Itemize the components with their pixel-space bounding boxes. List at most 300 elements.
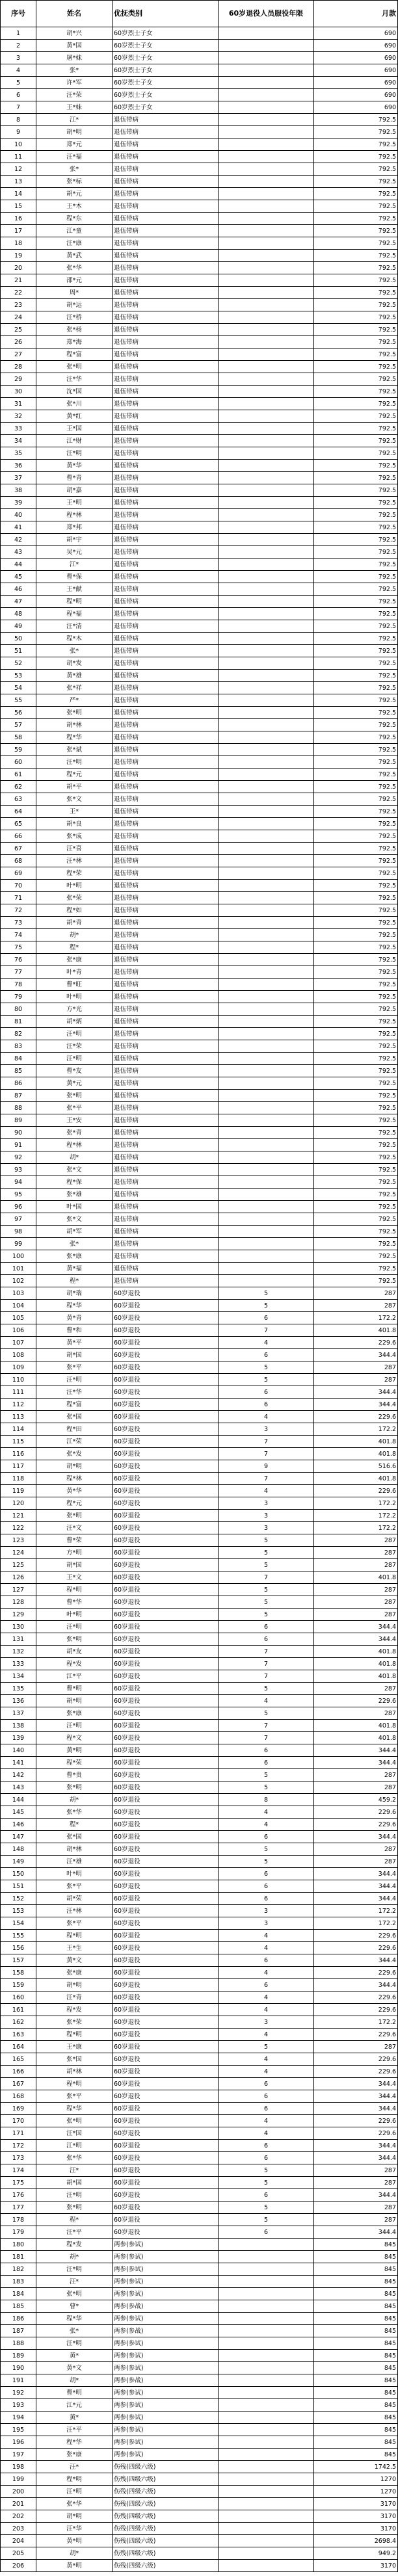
table-row	[1, 225, 398, 237]
cell-name: 胡*林	[36, 2066, 113, 2078]
cell-category: 60岁烈士子女	[113, 77, 219, 89]
cell-category: 两参(参试)	[113, 2239, 219, 2251]
cell-index: 124	[1, 1547, 36, 1559]
table-row	[1, 2523, 398, 2535]
cell-monthly-amount: 287	[314, 1596, 398, 1609]
cell-monthly-amount: 287	[314, 2214, 398, 2226]
table-row	[1, 2239, 398, 2251]
cell-category: 60岁退役	[113, 1868, 219, 1880]
cell-monthly-amount: 792.5	[314, 534, 398, 546]
cell-category: 60岁退役	[113, 1349, 219, 1361]
cell-category: 退伍带病	[113, 670, 219, 682]
cell-category: 退伍带病	[113, 138, 219, 151]
cell-index: 150	[1, 1868, 36, 1880]
cell-monthly-amount: 287	[314, 1300, 398, 1312]
cell-name: 吴*元	[36, 546, 113, 559]
cell-name: 黄*华	[36, 1485, 113, 1497]
cell-index: 93	[1, 1164, 36, 1176]
cell-category: 60岁退役	[113, 1781, 219, 1794]
cell-category: 60岁退役	[113, 1707, 219, 1720]
table-row	[1, 781, 398, 793]
cell-category: 退伍带病	[113, 509, 219, 521]
cell-monthly-amount: 845	[314, 2424, 398, 2436]
cell-service-years	[219, 1201, 314, 1213]
table-row	[1, 2189, 398, 2201]
cell-name: 胡*林	[36, 719, 113, 731]
cell-index: 179	[1, 2226, 36, 2239]
cell-service-years	[219, 151, 314, 163]
cell-name: 胡*青	[36, 917, 113, 929]
cell-name: 胡*友	[36, 1646, 113, 1658]
cell-name: 胡*	[36, 929, 113, 941]
cell-service-years	[219, 200, 314, 213]
table-row	[1, 2251, 398, 2263]
cell-index: 30	[1, 386, 36, 398]
cell-index: 155	[1, 1930, 36, 1942]
cell-service-years: 5	[219, 1707, 314, 1720]
cell-index: 1	[1, 27, 36, 40]
cell-service-years	[219, 1139, 314, 1151]
cell-name: 张*明	[36, 707, 113, 719]
cell-index: 156	[1, 1942, 36, 1954]
table-row	[1, 979, 398, 991]
cell-service-years: 6	[219, 2152, 314, 2164]
cell-category: 退伍带病	[113, 744, 219, 756]
table-row	[1, 2412, 398, 2424]
cell-monthly-amount: 792.5	[314, 1139, 398, 1151]
cell-service-years	[219, 472, 314, 484]
cell-monthly-amount: 287	[314, 1707, 398, 1720]
cell-index: 107	[1, 1337, 36, 1349]
cell-index: 189	[1, 2350, 36, 2362]
cell-index: 137	[1, 1707, 36, 1720]
cell-index: 26	[1, 336, 36, 348]
cell-service-years	[219, 274, 314, 287]
cell-index: 20	[1, 262, 36, 274]
cell-name: 汪*	[36, 2276, 113, 2288]
cell-name: 汪*	[36, 2461, 113, 2473]
cell-name: 汪*文	[36, 1522, 113, 1534]
cell-index: 47	[1, 596, 36, 608]
cell-index: 97	[1, 1213, 36, 1226]
table-row	[1, 1559, 398, 1571]
cell-index: 87	[1, 1090, 36, 1102]
cell-monthly-amount: 287	[314, 1287, 398, 1300]
cell-index: 180	[1, 2239, 36, 2251]
cell-index: 114	[1, 1423, 36, 1436]
cell-name: 汪*国	[36, 2127, 113, 2140]
table-row	[1, 1954, 398, 1967]
cell-service-years: 7	[219, 1473, 314, 1485]
cell-name: 胡*军	[36, 1226, 113, 1238]
cell-monthly-amount: 845	[314, 2374, 398, 2387]
cell-service-years: 7	[219, 1658, 314, 1670]
cell-category: 退伍带病	[113, 521, 219, 534]
cell-category: 60岁退役	[113, 1893, 219, 1905]
cell-monthly-amount: 344.4	[314, 1744, 398, 1757]
cell-index: 120	[1, 1497, 36, 1510]
table-row	[1, 237, 398, 250]
cell-category: 60岁退役	[113, 2201, 219, 2214]
cell-category: 退伍带病	[113, 1102, 219, 1114]
cell-monthly-amount: 792.5	[314, 571, 398, 583]
cell-monthly-amount: 792.5	[314, 336, 398, 348]
table-row	[1, 348, 398, 361]
cell-monthly-amount: 792.5	[314, 1127, 398, 1139]
cell-category: 退伍带病	[113, 571, 219, 583]
cell-index: 153	[1, 1905, 36, 1917]
cell-service-years	[219, 348, 314, 361]
table-row	[1, 941, 398, 954]
cell-monthly-amount: 287	[314, 1361, 398, 1374]
cell-category: 退伍带病	[113, 756, 219, 769]
cell-monthly-amount: 344.4	[314, 2226, 398, 2239]
cell-index: 81	[1, 1016, 36, 1028]
cell-category: 退伍带病	[113, 979, 219, 991]
cell-name: 胡*	[36, 1151, 113, 1164]
cell-service-years	[219, 299, 314, 311]
table-row	[1, 2362, 398, 2374]
cell-service-years	[219, 1250, 314, 1263]
cell-monthly-amount: 3170	[314, 2498, 398, 2510]
header-index: 序号	[1, 1, 36, 27]
cell-name: 黄*	[36, 2412, 113, 2424]
cell-category: 退伍带病	[113, 398, 219, 410]
cell-name: 张*平	[36, 2090, 113, 2103]
cell-service-years	[219, 1003, 314, 1016]
cell-service-years	[219, 941, 314, 954]
cell-monthly-amount: 287	[314, 1534, 398, 1547]
cell-service-years	[219, 781, 314, 793]
cell-index: 4	[1, 64, 36, 77]
table-row	[1, 2226, 398, 2239]
table-row	[1, 1213, 398, 1226]
table-row	[1, 2029, 398, 2041]
table-row	[1, 77, 398, 89]
cell-monthly-amount: 845	[314, 2412, 398, 2424]
cell-monthly-amount: 792.5	[314, 274, 398, 287]
table-row	[1, 1571, 398, 1584]
table-row	[1, 521, 398, 534]
cell-name: 张*斌	[36, 744, 113, 756]
cell-service-years: 5	[219, 1584, 314, 1596]
cell-name: 程*发	[36, 1658, 113, 1670]
cell-monthly-amount: 792.5	[314, 287, 398, 299]
table-row	[1, 1670, 398, 1683]
cell-service-years	[219, 892, 314, 904]
cell-category: 退伍带病	[113, 929, 219, 941]
cell-service-years	[219, 435, 314, 447]
cell-index: 35	[1, 447, 36, 460]
cell-category: 退伍带病	[113, 806, 219, 818]
cell-name: 胡*国	[36, 1349, 113, 1361]
cell-service-years	[219, 484, 314, 497]
table-row	[1, 163, 398, 176]
table-row	[1, 2350, 398, 2362]
cell-name: 曹*友	[36, 1065, 113, 1077]
cell-category: 退伍带病	[113, 917, 219, 929]
cell-monthly-amount: 792.5	[314, 1102, 398, 1114]
cell-name: 江*荣	[36, 1436, 113, 1448]
cell-index: 28	[1, 361, 36, 373]
cell-name: 张*	[36, 1238, 113, 1250]
cell-monthly-amount: 792.5	[314, 311, 398, 324]
cell-index: 59	[1, 744, 36, 756]
table-row	[1, 954, 398, 966]
cell-index: 94	[1, 1176, 36, 1189]
cell-index: 142	[1, 1769, 36, 1781]
cell-index: 63	[1, 793, 36, 806]
cell-category: 退伍带病	[113, 1263, 219, 1275]
cell-index: 21	[1, 274, 36, 287]
cell-name: 王*献	[36, 583, 113, 596]
cell-index: 188	[1, 2337, 36, 2350]
cell-index: 31	[1, 398, 36, 410]
cell-index: 74	[1, 929, 36, 941]
cell-name: 王*康	[36, 2041, 113, 2053]
cell-name: 胡*宇	[36, 534, 113, 546]
table-row	[1, 2337, 398, 2350]
cell-monthly-amount: 792.5	[314, 1213, 398, 1226]
cell-index: 92	[1, 1151, 36, 1164]
cell-service-years: 5	[219, 1596, 314, 1609]
table-row	[1, 1633, 398, 1646]
cell-category: 退伍带病	[113, 311, 219, 324]
cell-index: 17	[1, 225, 36, 237]
cell-category: 退伍带病	[113, 1016, 219, 1028]
cell-name: 曹*贵	[36, 1769, 113, 1781]
table-row	[1, 1905, 398, 1917]
table-row	[1, 1102, 398, 1114]
table-row	[1, 830, 398, 843]
cell-category: 退伍带病	[113, 892, 219, 904]
cell-index: 128	[1, 1596, 36, 1609]
cell-monthly-amount: 792.5	[314, 1040, 398, 1053]
cell-category: 60岁退役	[113, 1300, 219, 1312]
cell-service-years	[219, 929, 314, 941]
cell-category: 退伍带病	[113, 1077, 219, 1090]
cell-category: 60岁退役	[113, 1806, 219, 1819]
cell-monthly-amount: 792.5	[314, 682, 398, 694]
cell-name: 程*明	[36, 2029, 113, 2041]
cell-category: 60岁烈士子女	[113, 101, 219, 114]
cell-service-years: 6	[219, 2140, 314, 2152]
cell-service-years	[219, 40, 314, 52]
cell-category: 伤残(四级六级)	[113, 2498, 219, 2510]
table-row	[1, 460, 398, 472]
cell-monthly-amount: 792.5	[314, 769, 398, 781]
cell-monthly-amount: 845	[314, 2239, 398, 2251]
cell-category: 退伍带病	[113, 682, 219, 694]
cell-category: 60岁退役	[113, 1856, 219, 1868]
cell-monthly-amount: 792.5	[314, 398, 398, 410]
cell-category: 退伍带病	[113, 941, 219, 954]
table-row	[1, 213, 398, 225]
cell-index: 164	[1, 2041, 36, 2053]
cell-service-years	[219, 694, 314, 707]
cell-monthly-amount: 2698.4	[314, 2535, 398, 2547]
cell-category: 伤残(四级六级)	[113, 2486, 219, 2498]
cell-monthly-amount: 792.5	[314, 608, 398, 620]
cell-category: 60岁退役	[113, 2115, 219, 2127]
cell-service-years: 6	[219, 1757, 314, 1769]
cell-category: 退伍带病	[113, 1139, 219, 1151]
cell-index: 91	[1, 1139, 36, 1151]
table-row	[1, 2313, 398, 2325]
cell-index: 90	[1, 1127, 36, 1139]
cell-monthly-amount: 287	[314, 1781, 398, 1794]
cell-index: 115	[1, 1436, 36, 1448]
cell-service-years: 4	[219, 2115, 314, 2127]
cell-category: 退伍带病	[113, 781, 219, 793]
cell-monthly-amount: 845	[314, 2288, 398, 2300]
cell-service-years	[219, 1238, 314, 1250]
cell-monthly-amount: 792.5	[314, 781, 398, 793]
cell-category: 60岁退役	[113, 2103, 219, 2115]
cell-service-years	[219, 744, 314, 756]
cell-index: 39	[1, 497, 36, 509]
cell-service-years	[219, 225, 314, 237]
table-row	[1, 892, 398, 904]
cell-service-years: 6	[219, 1386, 314, 1399]
cell-service-years	[219, 361, 314, 373]
cell-index: 117	[1, 1460, 36, 1473]
cell-monthly-amount: 172.2	[314, 1312, 398, 1324]
cell-category: 退伍带病	[113, 1040, 219, 1053]
cell-monthly-amount: 792.5	[314, 633, 398, 645]
cell-service-years: 4	[219, 2127, 314, 2140]
cell-service-years	[219, 880, 314, 892]
table-row	[1, 1374, 398, 1386]
cell-index: 166	[1, 2066, 36, 2078]
cell-index: 98	[1, 1226, 36, 1238]
cell-service-years: 8	[219, 1794, 314, 1806]
cell-name: 严*	[36, 694, 113, 707]
cell-index: 141	[1, 1757, 36, 1769]
table-row	[1, 2164, 398, 2177]
cell-index: 111	[1, 1386, 36, 1399]
cell-service-years: 5	[219, 1559, 314, 1571]
cell-monthly-amount: 792.5	[314, 941, 398, 954]
cell-service-years	[219, 447, 314, 460]
cell-monthly-amount: 792.5	[314, 830, 398, 843]
cell-service-years: 5	[219, 2214, 314, 2226]
table-row	[1, 176, 398, 188]
table-row	[1, 2127, 398, 2140]
cell-category: 退伍带病	[113, 620, 219, 633]
table-row	[1, 966, 398, 979]
cell-name: 汪*明	[36, 2189, 113, 2201]
cell-name: 程*	[36, 1275, 113, 1287]
cell-index: 60	[1, 756, 36, 769]
cell-name: 黄*明	[36, 2535, 113, 2547]
cell-index: 32	[1, 410, 36, 423]
cell-monthly-amount: 792.5	[314, 966, 398, 979]
cell-monthly-amount: 792.5	[314, 497, 398, 509]
cell-name: 张*	[36, 645, 113, 657]
cell-monthly-amount: 792.5	[314, 1275, 398, 1287]
table-row	[1, 2152, 398, 2164]
cell-category: 退伍带病	[113, 1250, 219, 1263]
cell-index: 175	[1, 2177, 36, 2189]
cell-name: 汪*华	[36, 1386, 113, 1399]
cell-service-years: 4	[219, 1485, 314, 1497]
cell-name: 曹*旺	[36, 979, 113, 991]
cell-service-years	[219, 2523, 314, 2535]
cell-category: 两参(参战)	[113, 2325, 219, 2337]
cell-monthly-amount: 845	[314, 2276, 398, 2288]
cell-monthly-amount: 229.6	[314, 2115, 398, 2127]
cell-category: 60岁退役	[113, 2041, 219, 2053]
cell-index: 10	[1, 138, 36, 151]
cell-monthly-amount: 845	[314, 2436, 398, 2449]
cell-service-years	[219, 336, 314, 348]
cell-monthly-amount: 690	[314, 52, 398, 64]
table-row	[1, 991, 398, 1003]
cell-monthly-amount: 401.8	[314, 1670, 398, 1683]
cell-monthly-amount: 792.5	[314, 200, 398, 213]
cell-monthly-amount: 792.5	[314, 138, 398, 151]
cell-category: 退伍带病	[113, 1114, 219, 1127]
cell-name: 江*	[36, 114, 113, 126]
table-row	[1, 731, 398, 744]
cell-index: 192	[1, 2387, 36, 2399]
cell-service-years: 7	[219, 1670, 314, 1683]
cell-monthly-amount: 792.5	[314, 423, 398, 435]
cell-monthly-amount: 792.5	[314, 361, 398, 373]
cell-service-years	[219, 670, 314, 682]
cell-name: 王*生	[36, 1942, 113, 1954]
cell-name: 张*康	[36, 954, 113, 966]
table-row	[1, 484, 398, 497]
table-row	[1, 299, 398, 311]
cell-monthly-amount: 792.5	[314, 250, 398, 262]
cell-service-years	[219, 163, 314, 176]
cell-category: 60岁退役	[113, 1559, 219, 1571]
cell-category: 60岁退役	[113, 1522, 219, 1534]
cell-index: 170	[1, 2115, 36, 2127]
cell-monthly-amount: 1270	[314, 2486, 398, 2498]
cell-index: 52	[1, 657, 36, 670]
cell-name: 程*林	[36, 509, 113, 521]
cell-name: 胡*运	[36, 299, 113, 311]
cell-service-years: 7	[219, 1732, 314, 1744]
cell-monthly-amount: 792.5	[314, 324, 398, 336]
cell-index: 113	[1, 1411, 36, 1423]
cell-index: 131	[1, 1633, 36, 1646]
cell-index: 171	[1, 2127, 36, 2140]
cell-service-years	[219, 2337, 314, 2350]
cell-service-years	[219, 2276, 314, 2288]
table-row	[1, 2214, 398, 2226]
cell-monthly-amount: 690	[314, 89, 398, 101]
cell-name: 叶*青	[36, 966, 113, 979]
cell-service-years	[219, 2239, 314, 2251]
cell-index: 134	[1, 1670, 36, 1683]
cell-category: 60岁退役	[113, 1596, 219, 1609]
cell-monthly-amount: 690	[314, 40, 398, 52]
cell-index: 68	[1, 855, 36, 867]
cell-service-years	[219, 509, 314, 521]
cell-category: 60岁退役	[113, 1720, 219, 1732]
cell-index: 126	[1, 1571, 36, 1584]
table-row	[1, 27, 398, 40]
cell-index: 157	[1, 1954, 36, 1967]
table-row	[1, 274, 398, 287]
cell-service-years	[219, 2263, 314, 2276]
cell-monthly-amount: 792.5	[314, 410, 398, 423]
cell-monthly-amount: 792.5	[314, 1201, 398, 1213]
